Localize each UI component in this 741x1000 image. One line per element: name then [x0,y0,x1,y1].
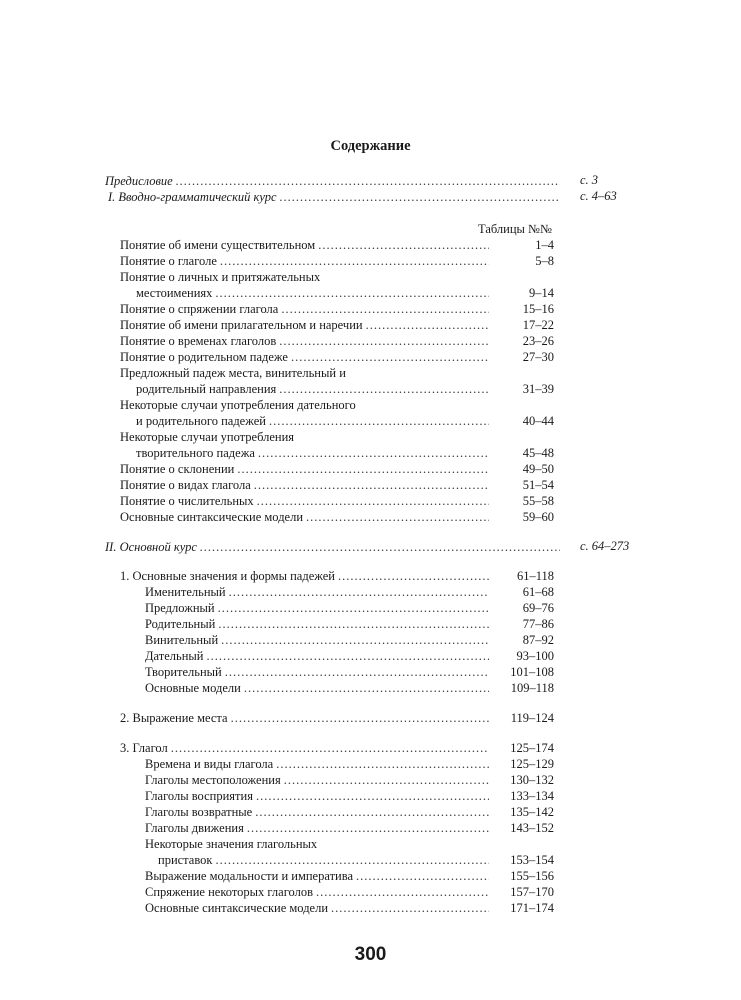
entry-label: Родительный [145,617,216,631]
toc-entry[interactable] [145,632,492,648]
dot-leader [215,852,489,868]
entry-label: Основные синтаксические модели [145,901,329,915]
entry-label: 3. Глагол [120,741,168,755]
toc-entry[interactable] [120,301,492,317]
dot-leader [281,301,489,317]
entry-pages: 133–134 [510,789,554,803]
toc-entry-part1[interactable] [108,189,563,205]
toc-entry[interactable] [145,868,492,884]
dot-leader [366,317,489,333]
toc-entry-label-line: Понятие о личных и притяжательных [120,270,321,284]
entry-pages: 5–8 [535,254,554,268]
entry-label: Понятие об имени существительном [120,238,316,252]
dot-leader [231,710,489,726]
page-number: 300 [354,944,387,965]
dot-leader [331,900,489,916]
toc-entry[interactable] [145,756,492,772]
toc-entry-part2[interactable] [105,539,563,555]
entry-pages: 125–129 [510,757,554,771]
dot-leader [221,632,489,648]
entry-pages: 51–54 [522,478,554,492]
dot-leader [255,804,489,820]
entry-label: приставок [158,853,213,867]
toc-entry[interactable] [145,804,492,820]
toc-entry[interactable] [120,477,492,493]
dot-leader [247,820,489,836]
toc-title: Содержание [330,138,411,154]
entry-label: Дательный [145,649,204,663]
entry-pages: 61–118 [516,569,554,583]
toc-entry-preface[interactable] [105,173,563,189]
toc-entry[interactable] [145,772,492,788]
toc-entry[interactable] [136,413,492,429]
entry-label: II. Основной курс [105,540,197,554]
dot-leader [220,253,489,269]
entry-pages: 101–108 [510,665,554,679]
entry-label: Именительный [145,585,226,599]
toc-entry[interactable] [120,333,492,349]
dot-leader [244,680,489,696]
dot-leader [279,333,489,349]
dot-leader [256,788,489,804]
entry-pages: 77–86 [522,617,554,631]
dot-leader [176,173,560,189]
dot-leader [269,413,489,429]
entry-pages: 1–4 [535,238,554,252]
toc-group-entry[interactable] [120,568,492,584]
entry-pages: 17–22 [522,318,554,332]
entry-label: Понятие о глаголе [120,254,217,268]
dot-leader [280,189,560,205]
entry-pages: 119–124 [510,711,554,725]
dot-leader [215,285,489,301]
toc-entry[interactable] [120,317,492,333]
entry-pages: с. 64–273 [580,539,630,553]
entry-label: Глаголы восприятия [145,789,253,803]
entry-label: 2. Выражение места [120,711,228,725]
entry-pages: 87–92 [522,633,554,647]
entry-label: родительный направления [136,382,277,396]
entry-pages: 23–26 [522,334,554,348]
toc-group-entry[interactable] [120,740,492,756]
toc-entry[interactable] [136,285,492,301]
entry-pages: 157–170 [510,885,554,899]
entry-pages: 15–16 [522,302,554,316]
entry-label: Выражение модальности и императива [145,869,354,883]
entry-pages: 9–14 [529,286,554,300]
dot-leader [257,493,489,509]
dot-leader [306,509,489,525]
toc-entry[interactable] [120,237,492,253]
entry-pages: 31–39 [522,382,554,396]
toc-group-entry[interactable] [120,710,492,726]
toc-entry[interactable] [120,253,492,269]
dot-leader [218,616,489,632]
entry-pages: 171–174 [510,901,554,915]
toc-entry-label-line: Некоторые случаи употребления [120,430,295,444]
toc-entry[interactable] [145,648,492,664]
toc-entry[interactable] [145,664,492,680]
dot-leader [356,868,489,884]
toc-entry[interactable] [145,680,492,696]
entry-pages: 155–156 [510,869,554,883]
entry-label: 1. Основные значения и формы падежей [120,569,335,583]
entry-label: Времена и виды глагола [145,757,274,771]
dot-leader [279,381,489,397]
toc-entry[interactable] [145,884,492,900]
toc-entry[interactable] [158,852,492,868]
entry-pages: 59–60 [522,510,554,524]
toc-entry[interactable] [120,509,492,525]
entry-pages: 61–68 [522,585,554,599]
entry-pages: 125–174 [510,741,554,755]
entry-pages: 143–152 [510,821,554,835]
entry-label: Понятие о временах глаголов [120,334,277,348]
entry-label: Понятие о числительных [120,494,254,508]
toc-entry-label-line: Предложный падеж места, винительный и [120,366,346,380]
dot-leader [276,756,489,772]
dot-leader [206,648,489,664]
toc-entry[interactable] [145,584,492,600]
entry-label: Глаголы местоположения [145,773,281,787]
dot-leader [200,539,560,555]
dot-leader [171,740,489,756]
entry-label: творительного падежа [136,446,255,460]
entry-label: местоимениях [136,286,213,300]
dot-leader [218,600,489,616]
entry-label: Глаголы движения [145,821,244,835]
entry-pages: 109–118 [510,681,554,695]
entry-label: и родительного падежей [136,414,266,428]
toc-entry-label-line: Некоторые случаи употребления дательного [120,398,356,412]
toc-entry[interactable] [145,900,492,916]
dot-leader [237,461,489,477]
dot-leader [258,445,489,461]
entry-pages: 40–44 [522,414,554,428]
entry-pages: 93–100 [516,649,554,663]
entry-label: Предложный [145,601,215,615]
dot-leader [284,772,489,788]
toc-entry[interactable] [120,461,492,477]
dot-leader [254,477,489,493]
dot-leader [291,349,489,365]
entry-label: Спряжение некоторых глаголов [145,885,313,899]
entry-label: Понятие о склонении [120,462,235,476]
entry-pages: 130–132 [510,773,554,787]
dot-leader [225,664,489,680]
entry-label: Предисловие [105,174,173,188]
toc-entry[interactable] [120,349,492,365]
entry-pages: 135–142 [510,805,554,819]
entry-label: Понятие о родительном падеже [120,350,288,364]
toc-entry[interactable] [145,820,492,836]
entry-pages: 69–76 [522,601,554,615]
toc-entry[interactable] [145,600,492,616]
entry-pages: 27–30 [522,350,554,364]
entry-pages: 49–50 [522,462,554,476]
entry-label: Понятие об имени прилагательном и наречии [120,318,363,332]
toc-entry[interactable] [145,616,492,632]
toc-entry-label-line: Некоторые значения глагольных [145,837,318,851]
dot-leader [229,584,489,600]
entry-label: I. Вводно-грамматический курс [108,190,277,204]
entry-label: Основные синтаксические модели [120,510,304,524]
entry-label: Глаголы возвратные [145,805,253,819]
toc-entry[interactable] [145,788,492,804]
dot-leader [316,884,489,900]
entry-label: Понятие о видах глагола [120,478,251,492]
dot-leader [318,237,489,253]
entry-pages: 45–48 [522,446,554,460]
entry-label: Понятие о спряжении глагола [120,302,279,316]
tables-header: Таблицы №№ [478,222,552,236]
entry-pages: с. 3 [580,173,599,187]
toc-entry[interactable] [136,381,492,397]
toc-entry[interactable] [120,493,492,509]
entry-label: Основные модели [145,681,241,695]
entry-pages: с. 4–63 [580,189,617,203]
toc-entry[interactable] [136,445,492,461]
entry-label: Творительный [145,665,222,679]
entry-pages: 55–58 [522,494,554,508]
entry-pages: 153–154 [510,853,554,867]
entry-label: Винительный [145,633,219,647]
dot-leader [338,568,489,584]
